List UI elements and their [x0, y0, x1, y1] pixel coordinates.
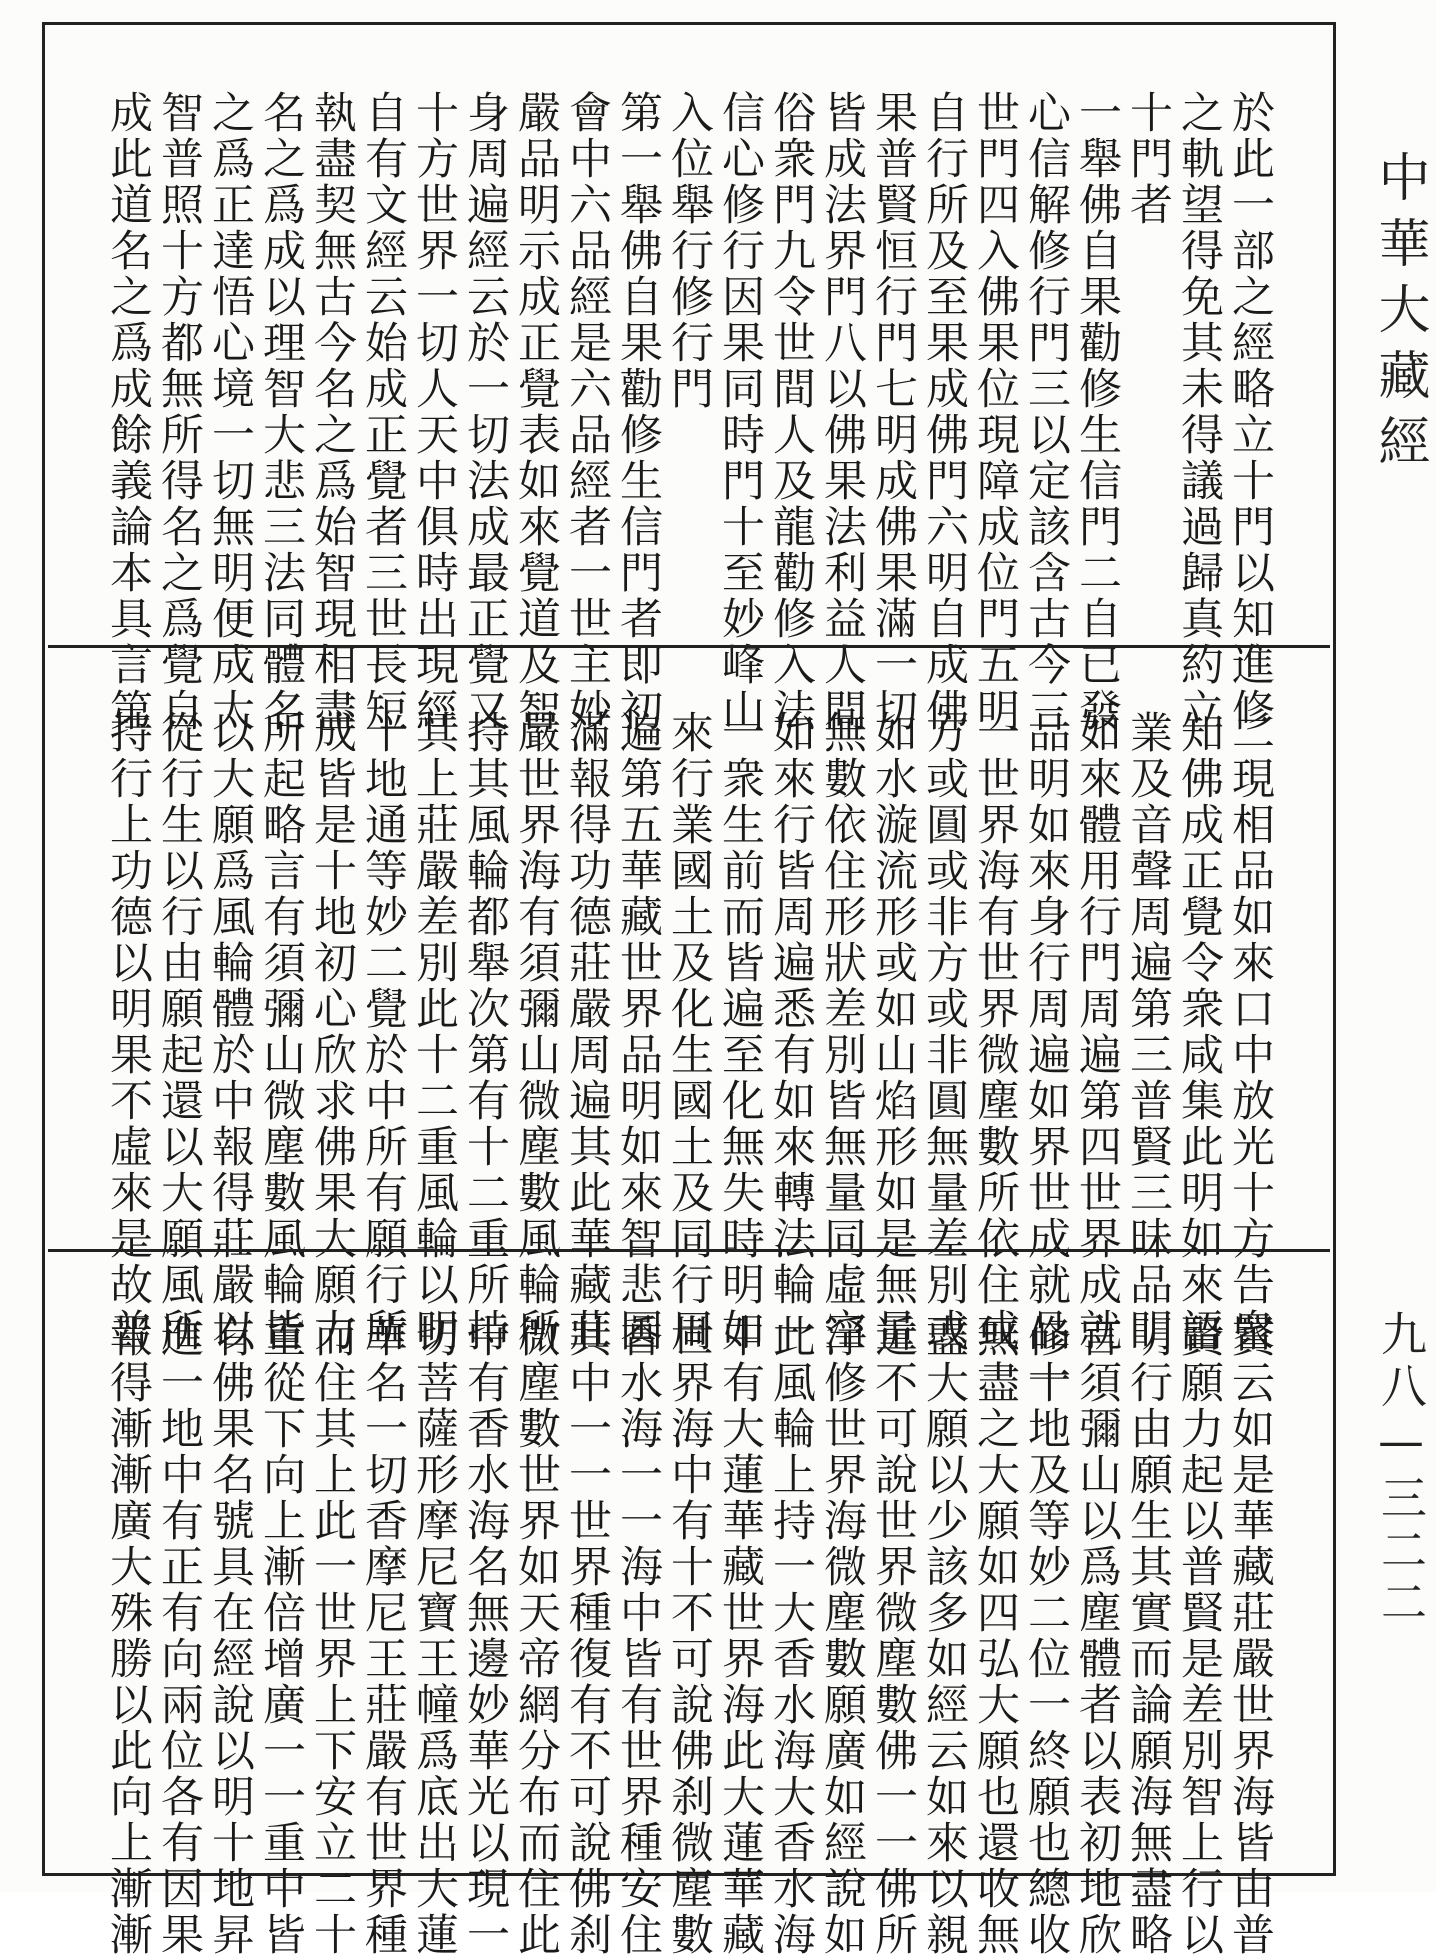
text-column: 近不可說世界微塵數佛一一佛所	[868, 1314, 918, 1958]
text-column: 二現相品如來口中放光十方告衆	[1225, 710, 1275, 1354]
text-column: 成此道名之爲成餘義論本具言第	[103, 90, 153, 734]
text-column: 心信解修行門三以定該含古今三	[1021, 90, 1071, 734]
text-column: 方或圓或非方或非圓無量差別或	[919, 710, 969, 1354]
text-column: 執盡契無古今名之爲始智現相盡	[307, 90, 357, 734]
text-column: 其上莊嚴差別此十二重風輪以明	[409, 710, 459, 1354]
text-column: 自有文經云始成正覺者三世長短	[358, 90, 408, 734]
text-column: 賢願力起以普賢是差別智上行以	[1174, 1314, 1224, 1958]
text-column: 言須彌山以爲塵體者以表初地欣	[1072, 1314, 1122, 1958]
text-column: 業及音聲周遍第三普賢三昧品明	[1123, 710, 1173, 1354]
text-panel-middle	[48, 645, 1330, 1400]
text-column: 自行所及至果成佛門六明自成佛	[919, 90, 969, 734]
text-column: 品明如來身行周遍如界世成就品一	[1021, 710, 1071, 1400]
text-column: 有佛果名號具在經說以明十地昇	[205, 1314, 255, 1958]
text-column: 俗衆門九令世間人及龍勸修入法	[766, 90, 816, 734]
text-column: 盡大願以少該多如經云如來以親	[919, 1314, 969, 1958]
text-column: 無數依住形狀差別皆無量同虛空	[817, 710, 867, 1354]
text-column: 如來體用行門周遍第四世界成就	[1072, 710, 1122, 1354]
text-column: 來行業國土及化生國土及同行周	[664, 710, 714, 1354]
text-panel-bottom	[48, 1249, 1330, 1958]
text-column: 入位舉行修行門	[664, 90, 714, 412]
text-column: 香水海一一海中皆有世界種安住	[613, 1314, 663, 1958]
text-column: 一衆生前而皆遍至化無失時明如	[715, 710, 765, 1354]
text-column: 持其風輪都舉次第有十二重所持	[460, 710, 510, 1354]
text-column: 會中六品經是六品經者一世主妙	[562, 90, 612, 734]
text-column: 中有香水海名無邊妙華光以現一	[460, 1314, 510, 1958]
text-column: 滿報得功德莊嚴周遍其此華藏莊	[562, 710, 612, 1354]
column-group	[102, 90, 1275, 734]
text-column: 報得漸漸廣大殊勝以此向上漸漸	[103, 1314, 153, 1958]
text-column: 十方世界一切人天中俱時出現經	[409, 90, 459, 734]
text-column: 其中一一世界種復有不可說佛刹	[562, 1314, 612, 1958]
text-column: 進一地中有正有向兩位各有因果	[154, 1314, 204, 1958]
text-column: 持行上功德以明果不虛來是故普	[103, 710, 153, 1354]
text-column: 此風輪上持一大香水海大香水海	[766, 1314, 816, 1958]
text-column: 賢云如是華藏莊嚴世界海皆由普	[1225, 1314, 1275, 1958]
text-column: 微塵數世界如天帝網分布而住此	[511, 1314, 561, 1958]
text-column: 一舉佛自果勸修生信門二自已發	[1072, 90, 1122, 734]
text-column: 中有大蓮華藏世界海此大蓮華藏	[715, 1314, 765, 1958]
text-column: 智普照十方都無所得名之爲覺自	[154, 90, 204, 734]
collection-title: 中華大藏經	[1369, 150, 1429, 480]
text-column: 世界海中有十不可說佛刹微塵數	[664, 1314, 714, 1958]
text-column: 一世界海有世界微塵數所依住或	[970, 710, 1020, 1354]
text-column: 以大願爲風輪體於中報得莊嚴以	[205, 710, 255, 1354]
text-column: 十門者	[1123, 90, 1173, 228]
text-column: 信心修行因果同時門十至妙峰山	[715, 90, 765, 734]
text-column: 世門四入佛果位現障成位門五明	[970, 90, 1020, 734]
text-column: 華名一切香摩尼王莊嚴有世界種	[358, 1314, 408, 1958]
text-column: 之爲正達悟心境一切無明便成大	[205, 90, 255, 734]
text-column: 如來行皆周遍悉有如來轉法輪一	[766, 710, 816, 1354]
text-panel-top	[48, 28, 1330, 734]
text-column: 淨修世界海微塵數願廣如經說如	[817, 1314, 867, 1958]
text-column: 於此一部之經略立十門以知進修	[1225, 90, 1275, 734]
page-number: 九八—三二二	[1374, 1310, 1428, 1630]
text-column: 修十地及等妙二位一終願也總收	[1021, 1314, 1071, 1958]
text-column: 無盡之大願如四弘大願也還收無	[970, 1314, 1020, 1958]
text-column: 切菩薩形摩尼寶王幢爲底出大蓮	[409, 1314, 459, 1958]
text-column: 成皆是十地初心欣求佛果大願力	[307, 710, 357, 1354]
text-column: 果普賢恒行門七明成佛果滿一切	[868, 90, 918, 734]
text-column: 身周遍經云於一切法成最正覺又	[460, 90, 510, 734]
text-column: 嚴品明示成正覺表如來覺道及智	[511, 90, 561, 734]
text-column: 第一舉佛自果勸修生信門者即初	[613, 90, 663, 734]
text-column: 明行由願生其實而論願海無盡略	[1123, 1314, 1173, 1958]
text-column: 皆成法界門八以佛果法利益人間	[817, 90, 867, 734]
text-column: 重從下向上漸倍增廣一一重中皆	[256, 1314, 306, 1958]
text-column: 之軌望得免其未得議過歸真約立	[1174, 90, 1224, 734]
text-column: 十地通等妙二覺於中所有願行所	[358, 710, 408, 1354]
text-column: 名之爲成以理智大悲三法同體名	[256, 90, 306, 734]
text-column: 知佛成正覺令衆咸集此明如來語	[1174, 710, 1224, 1354]
text-column: 從行生以行由願起還以大願風所	[154, 710, 204, 1354]
text-column: 遍第五華藏世界品明如來智悲圓	[613, 710, 663, 1354]
column-group	[102, 1314, 1275, 1958]
text-column: 如水漩流形或如山焰形如是無量	[868, 710, 918, 1354]
text-column: 所起略言有須彌山微塵數風輪皆	[256, 710, 306, 1354]
text-column: 嚴世界海有須彌山微塵數風輪所	[511, 710, 561, 1354]
text-column: 而住其上此一世界上下安立二十	[307, 1314, 357, 1958]
